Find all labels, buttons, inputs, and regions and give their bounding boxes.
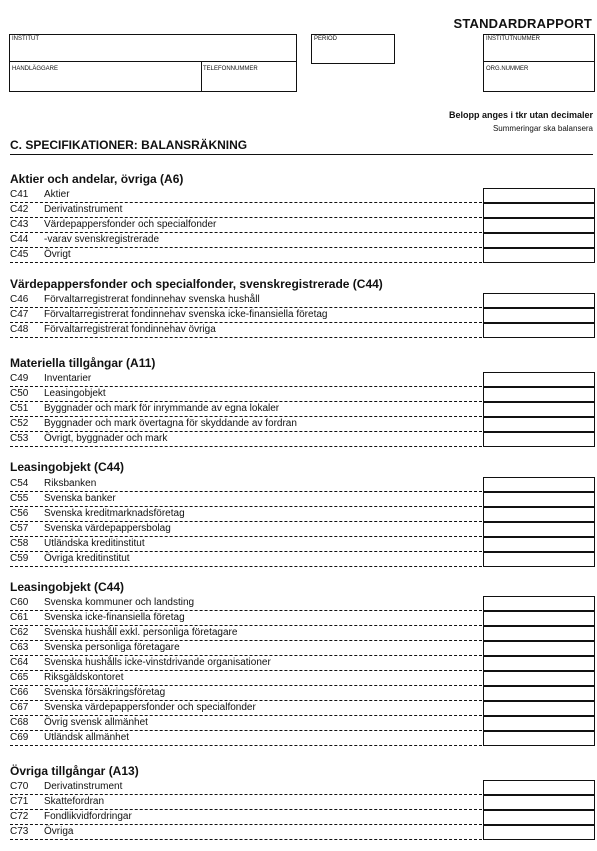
form-row (10, 323, 482, 338)
row-code: C44 (10, 234, 29, 245)
form-row (10, 308, 482, 323)
row-code: C71 (10, 796, 29, 807)
row-label: Övriga (44, 826, 74, 837)
institutnummer-label: INSTITUTNUMMER (486, 36, 540, 42)
form-row (10, 417, 482, 432)
row-code: C67 (10, 702, 29, 713)
group-heading-aktier: Aktier och andelar, övriga (A6) (10, 172, 184, 186)
row-code: C65 (10, 672, 29, 683)
form-row (10, 656, 482, 671)
section-rule (10, 154, 593, 155)
row-label: Riksgäldskontoret (44, 672, 124, 683)
summeringar-note: Summeringar ska balansera (492, 124, 593, 133)
row-code: C54 (10, 478, 29, 489)
row-label: Svenska värdepappersfonder och specialfonder (44, 702, 256, 713)
amount-input-c63[interactable] (483, 641, 595, 656)
amount-input-c43[interactable] (483, 218, 595, 233)
row-code: C49 (10, 373, 29, 384)
row-label: Svenska hushålls icke-vinstdrivande organisationer (44, 657, 271, 668)
amount-input-c69[interactable] (483, 731, 595, 746)
form-row (10, 716, 482, 731)
row-code: C52 (10, 418, 29, 429)
group-heading-leasingobjekt-1: Leasingobjekt (C44) (10, 460, 125, 474)
amount-input-c41[interactable] (483, 188, 595, 203)
form-row (10, 780, 482, 795)
form-row (10, 522, 482, 537)
form-row (10, 233, 482, 248)
form-row (10, 248, 482, 263)
row-label: Värdepappersfonder och specialfonder (44, 219, 217, 230)
row-code: C62 (10, 627, 29, 638)
form-row (10, 293, 482, 308)
form-row (10, 795, 482, 810)
amount-input-c73[interactable] (483, 825, 595, 840)
form-row (10, 825, 482, 840)
row-label: Svenska försäkringsföretag (44, 687, 166, 698)
handlaggare-label: HANDLÄGGARE (12, 66, 59, 72)
amount-input-c62[interactable] (483, 626, 595, 641)
row-label: Övrigt (44, 249, 71, 260)
amount-input-c58[interactable] (483, 537, 595, 552)
section-heading: C. SPECIFIKATIONER: BALANSRÄKNING (10, 138, 248, 152)
form-row (10, 218, 482, 233)
amount-input-c66[interactable] (483, 686, 595, 701)
institut-box[interactable] (9, 34, 297, 92)
amount-input-c55[interactable] (483, 492, 595, 507)
row-code: C45 (10, 249, 29, 260)
row-label: Övrigt, byggnader och mark (44, 433, 168, 444)
amount-input-c68[interactable] (483, 716, 595, 731)
amount-input-c61[interactable] (483, 611, 595, 626)
amount-input-c48[interactable] (483, 323, 595, 338)
group-heading-leasingobjekt-2: Leasingobjekt (C44) (10, 580, 125, 594)
form-row (10, 387, 482, 402)
row-label: Utländska kreditinstitut (44, 538, 145, 549)
amount-input-c45[interactable] (483, 248, 595, 263)
form-row (10, 372, 482, 387)
row-label: Derivatinstrument (44, 781, 123, 792)
form-row (10, 492, 482, 507)
amount-input-c51[interactable] (483, 402, 595, 417)
amount-input-c42[interactable] (483, 203, 595, 218)
institutnummer-box[interactable] (483, 34, 595, 92)
row-code: C73 (10, 826, 29, 837)
row-label: Byggnader och mark övertagna för skyddande av fordran (44, 418, 297, 429)
form-row (10, 402, 482, 417)
amount-input-c65[interactable] (483, 671, 595, 686)
row-label: Förvaltarregistrerat fondinnehav övriga (44, 324, 216, 335)
amount-input-c64[interactable] (483, 656, 595, 671)
form-row (10, 626, 482, 641)
row-code: C60 (10, 597, 29, 608)
row-code: C42 (10, 204, 29, 215)
group-heading-ovriga-tillgangar: Övriga tillgångar (A13) (10, 764, 139, 778)
form-row (10, 611, 482, 626)
form-row (10, 507, 482, 522)
row-label: Svenska kommuner och landsting (44, 597, 195, 608)
row-label: Fondlikvidfordringar (44, 811, 132, 822)
row-code: C53 (10, 433, 29, 444)
row-code: C57 (10, 523, 29, 534)
row-code: C58 (10, 538, 29, 549)
report-title: STANDARDRAPPORT (453, 16, 592, 31)
row-label: Svenska banker (44, 493, 116, 504)
group-heading-materiella: Materiella tillgångar (A11) (10, 356, 156, 370)
row-code: C48 (10, 324, 29, 335)
institut-label: INSTITUT (12, 36, 39, 42)
amount-input-c46[interactable] (483, 293, 595, 308)
row-code: C72 (10, 811, 29, 822)
form-row (10, 641, 482, 656)
amount-input-c70[interactable] (483, 780, 595, 795)
form-row (10, 432, 482, 447)
form-row (10, 671, 482, 686)
row-label: Utländsk allmänhet (44, 732, 130, 743)
row-label: Svenska hushåll exkl. personliga företagare (44, 627, 238, 638)
form-row (10, 537, 482, 552)
group-heading-vardepappersfonder: Värdepappersfonder och specialfonder, svenskregistrerade (C44) (10, 277, 383, 291)
row-code: C63 (10, 642, 29, 653)
amount-input-c71[interactable] (483, 795, 595, 810)
amount-input-c52[interactable] (483, 417, 595, 432)
amount-input-c57[interactable] (483, 522, 595, 537)
form-row (10, 810, 482, 825)
telefonnummer-label: TELEFONNUMMER (203, 66, 258, 72)
row-code: C70 (10, 781, 29, 792)
row-code: C41 (10, 189, 29, 200)
row-label: Byggnader och mark för inrymmande av egna lokaler (44, 403, 280, 414)
row-code: C50 (10, 388, 29, 399)
row-label: Skattefordran (44, 796, 105, 807)
orgnummer-label: ORG.NUMMER (486, 66, 529, 72)
row-label: Svenska kreditmarknadsföretag (44, 508, 185, 519)
row-code: C61 (10, 612, 29, 623)
amount-input-c56[interactable] (483, 507, 595, 522)
row-label: Övriga kreditinstitut (44, 553, 130, 564)
amount-input-c67[interactable] (483, 701, 595, 716)
row-code: C46 (10, 294, 29, 305)
row-code: C55 (10, 493, 29, 504)
form-row (10, 477, 482, 492)
amount-input-c49[interactable] (483, 372, 595, 387)
row-label: Aktier (44, 189, 70, 200)
form-row (10, 188, 482, 203)
row-label: Övrig svensk allmänhet (44, 717, 148, 728)
amount-input-c53[interactable] (483, 432, 595, 447)
row-label: Förvaltarregistrerat fondinnehav svenska icke-finansiella företag (44, 309, 328, 320)
belopp-note: Belopp anges i tkr utan decimaler (448, 110, 593, 120)
form-row (10, 552, 482, 567)
row-code: C43 (10, 219, 29, 230)
period-box[interactable] (311, 34, 395, 64)
amount-input-c44[interactable] (483, 233, 595, 248)
row-label: Svenska icke-finansiella företag (44, 612, 185, 623)
amount-input-c47[interactable] (483, 308, 595, 323)
row-label: Inventarier (44, 373, 92, 384)
amount-input-c59[interactable] (483, 552, 595, 567)
period-label: PERIOD (314, 36, 338, 42)
row-code: C64 (10, 657, 29, 668)
row-label: Leasingobjekt (44, 388, 106, 399)
form-row (10, 701, 482, 716)
row-label: -varav svenskregistrerade (44, 234, 160, 245)
row-code: C56 (10, 508, 29, 519)
row-label: Derivatinstrument (44, 204, 123, 215)
row-code: C66 (10, 687, 29, 698)
row-code: C47 (10, 309, 29, 320)
row-code: C69 (10, 732, 29, 743)
form-row (10, 596, 482, 611)
row-label: Förvaltarregistrerat fondinnehav svenska hushåll (44, 294, 260, 305)
amount-input-c60[interactable] (483, 596, 595, 611)
row-code: C51 (10, 403, 29, 414)
row-label: Svenska värdepappersbolag (44, 523, 171, 534)
row-code: C59 (10, 553, 29, 564)
form-row (10, 203, 482, 218)
amount-input-c54[interactable] (483, 477, 595, 492)
row-label: Svenska personliga företagare (44, 642, 180, 653)
row-code: C68 (10, 717, 29, 728)
form-row (10, 686, 482, 701)
row-label: Riksbanken (44, 478, 97, 489)
form-row (10, 731, 482, 746)
amount-input-c72[interactable] (483, 810, 595, 825)
amount-input-c50[interactable] (483, 387, 595, 402)
